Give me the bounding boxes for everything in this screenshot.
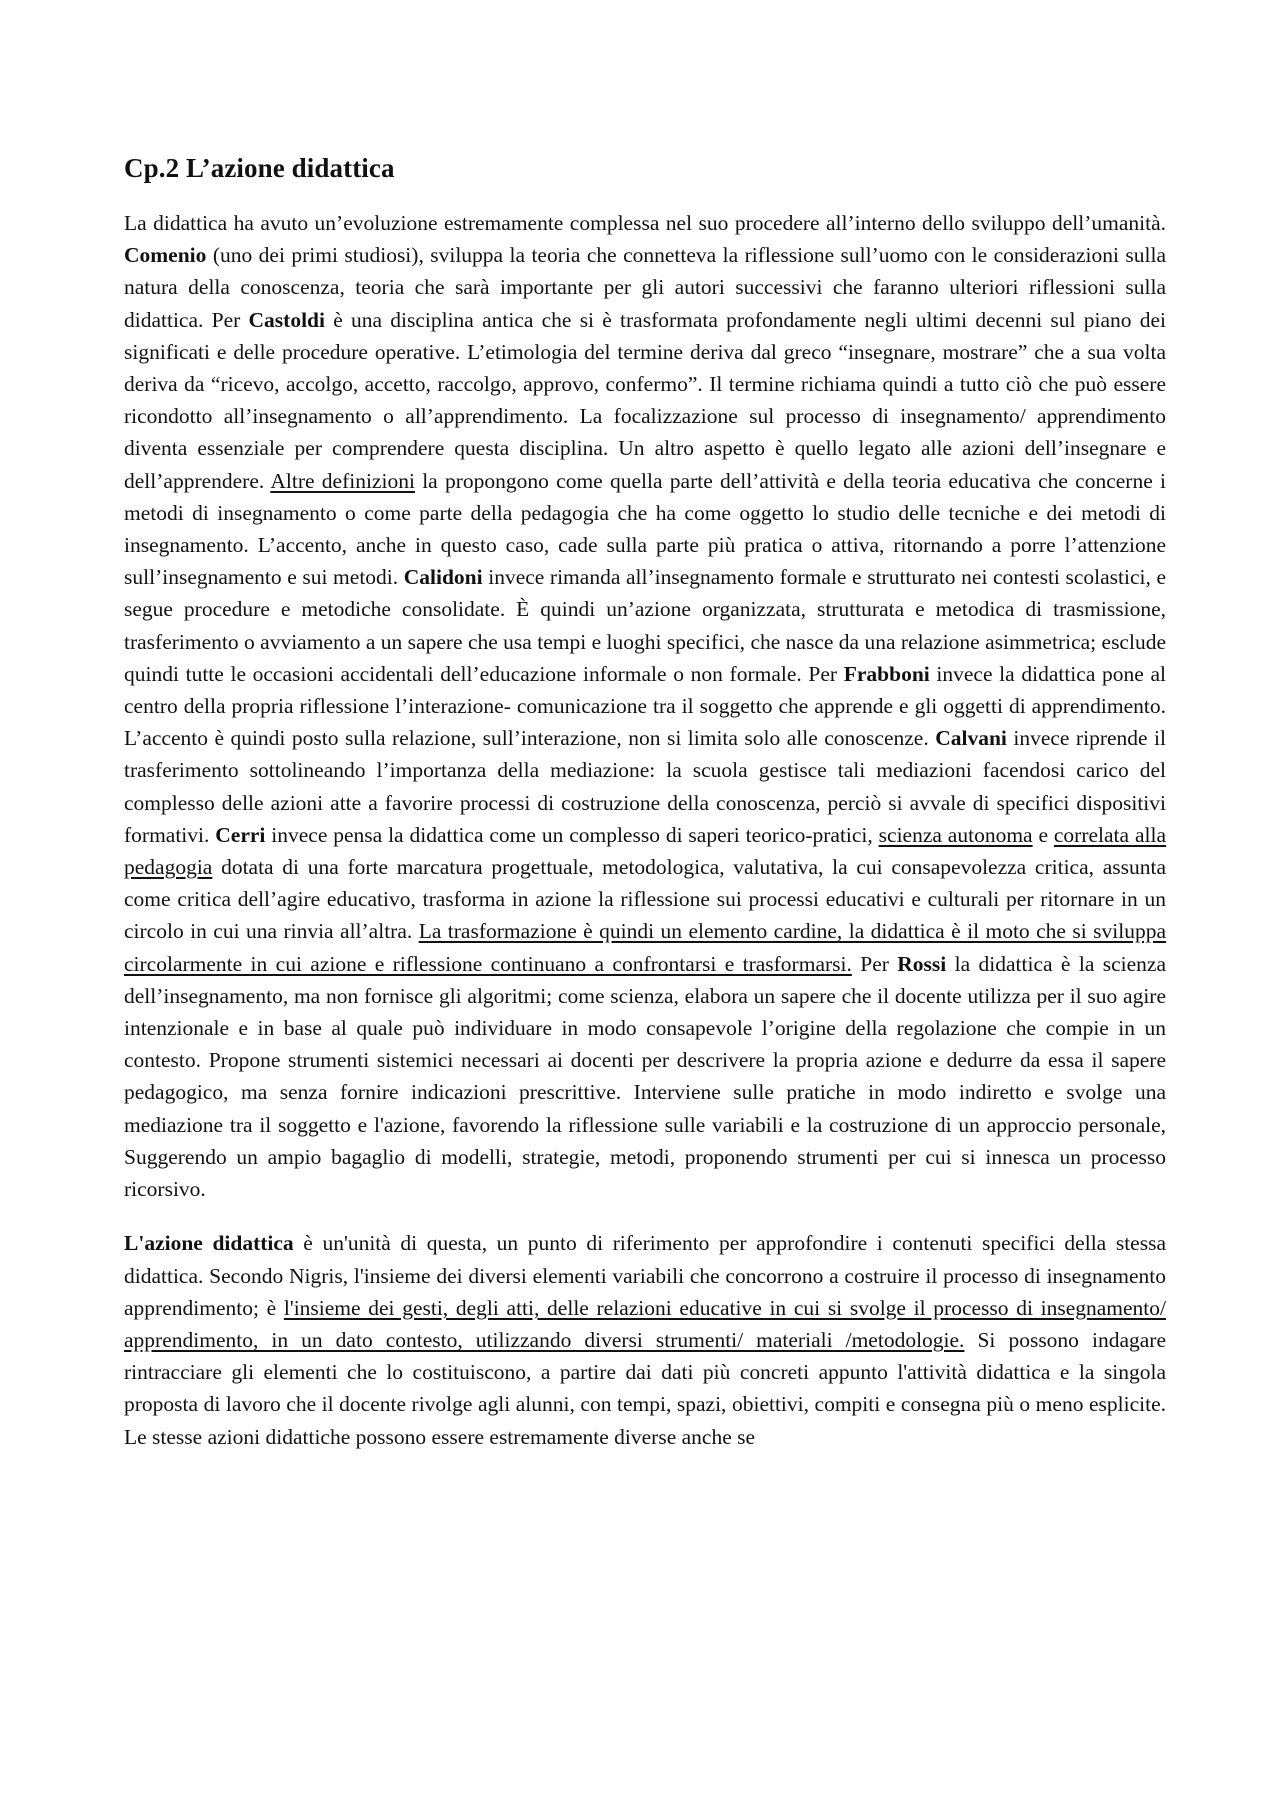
text-run: La didattica ha avuto un’evoluzione estremamente complessa nel suo procedere all’interno dello sviluppo dell’umanità. — [124, 211, 1166, 235]
text-run: invece rimanda all’insegnamento formale e strutturato nei contesti scolastici, e segue procedure e metodiche consolidate. È quindi un’azione organizzata, strutturata e metodica di trasmissione, trasferimento o avviamento a un sapere che usa tempi e luoghi specifici, che nasce da una relazione asimmetrica; esclude quindi tutte le occasioni accidentali dell’educazione informale o non formale. Per — [124, 565, 1166, 686]
text-run: Per — [851, 951, 898, 976]
paragraph-azione-didattica — [124, 1227, 1166, 1452]
underlined-text: La trasformazione è quindi un elemento cardine, la didattica è il moto che si sviluppa circolarmente in cui azione e riflessione continuano a confrontarsi e trasformarsi. — [124, 919, 1167, 976]
author-name: Rossi — [897, 951, 947, 976]
document-body — [124, 150, 1166, 1475]
underlined-text: scienza autonoma — [878, 822, 1033, 847]
text-run: invece la didattica pone al centro della propria riflessione l’interazione- comunicazione tra il soggetto che apprende e gli oggetti di apprendimento. L’accento è quindi posto sulla relazione, sull’interazione, non si limita solo alle conoscenze. — [124, 661, 1166, 751]
text-run: invece pensa la didattica come un complesso di saperi teorico-pratici, — [265, 822, 879, 847]
author-name: L'azione didattica — [124, 1231, 294, 1256]
author-name: Calidoni — [403, 565, 483, 590]
text-run: dotata di una forte marcatura progettuale, metodologica, valutativa, la cui consapevolezza critica, assunta come critica dell’agire educativo, trasforma in azione la riflessione sui processi educativi e culturali per ritornare in un circolo in cui una rinvia all’altra. — [124, 855, 1166, 944]
text-run: la didattica è la scienza dell’insegnamento, ma non fornisce gli algoritmi; come scienza, elabora un sapere che il docente utilizza per il suo agire intenzionale e in base al quale può individuare in modo consapevole l’origine della regolazione che compie in un contesto. Propone strumenti sistemici necessari ai docenti per descrivere la propria azione e dedurre da essa il sapere pedagogico, ma senza fornire indicazioni prescrittive. Interviene sulle pratiche in modo indiretto e svolge una mediazione tra il soggetto e l'azione, favorendo la riflessione sulle variabili e la costruzione di un approccio personale, Suggerendo un ampio bagaglio di modelli, strategie, metodi, proponendo strumenti per cui si innesca un processo ricorsivo. — [124, 951, 1166, 1202]
text-run: e — [1032, 822, 1054, 847]
text-run: è un'unità di questa, un punto di riferimento per approfondire i contenuti specifici della stessa didattica. Secondo Nigris, l'insieme dei diversi elementi variabili che concorrono a costruire il processo di insegnamento apprendimento; è — [124, 1231, 1166, 1320]
text-run: invece riprende il trasferimento sottolineando l’importanza della mediazione: la scuola gestisce tali mediazioni facendosi carico del complesso delle azioni atte a favorire processi di costruzione della conoscenza, perciò si avvale di specifici dispositivi formativi. — [124, 726, 1166, 847]
author-name: Frabboni — [843, 661, 930, 686]
chapter-title: Cp.2 L’azione didattica — [124, 153, 395, 183]
text-run: (uno dei primi studiosi), sviluppa la teoria che connetteva la riflessione sull’uomo con le considerazioni sulla natura della conoscenza, teoria che sarà importante per gli autori successivi che faranno ulteriori riflessioni sulla didattica. Per — [124, 243, 1166, 332]
text-run: è una disciplina antica che si è trasformata profondamente negli ultimi decenni sul piano dei significati e delle procedure operative. L’etimologia del termine deriva dal greco “insegnare, mostrare” che a sua volta deriva da “ricevo, accolgo, accetto, raccolgo, approvo, confermo”. Il termine richiama quindi a tutto ciò che può essere ricondotto all’insegnamento o all’apprendimento. La focalizzazione sul processo di insegnamento/ apprendimento diventa essenziale per comprendere questa disciplina. Un altro aspetto è quello legato alle azioni dell’insegnare e dell’apprendere. — [124, 307, 1166, 493]
underlined-text: Altre definizioni — [270, 468, 415, 493]
author-name: Castoldi — [248, 307, 325, 332]
underlined-text: correlata alla pedagogia — [124, 822, 1166, 880]
author-name: Comenio — [124, 243, 207, 268]
text-run: Si possono indagare rintracciare gli elementi che lo costituiscono, a partire dai dati più concreti appunto l'attività didattica e la singola proposta di lavoro che il docente rivolge agli alunni, con tempi, spazi, obiettivi, compiti e consegna più o meno esplicite. Le stesse azioni didattiche possono essere estremamente diverse anche se — [124, 1327, 1166, 1449]
author-name: Cerri — [215, 822, 266, 847]
paragraph-definitions — [124, 207, 1166, 1205]
author-name: Calvani — [935, 726, 1007, 751]
underlined-text: l'insieme dei gesti, degli atti, delle relazioni educative in cui si svolge il processo di insegnamento/ apprendimento, in un dato contesto, utilizzando diversi strumenti/ materiali /metodologie. — [124, 1295, 1166, 1352]
text-run: la propongono come quella parte dell’attività e della teoria educativa che concerne i metodi di insegnamento o come parte della pedagogia che ha come oggetto lo studio delle tecniche e dei metodi di insegnamento. L’accento, anche in questo caso, cade sulla parte più pratica o attiva, ritornando a porre l’attenzione sull’insegnamento e sui metodi. — [124, 468, 1166, 590]
